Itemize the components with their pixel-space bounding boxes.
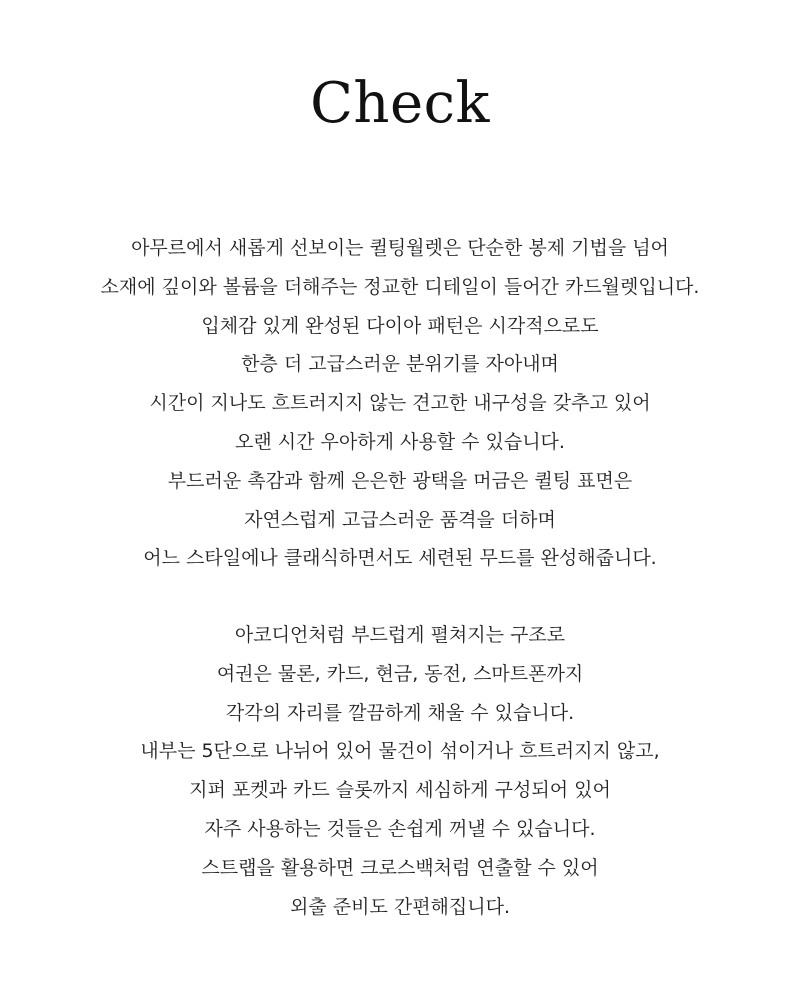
text-line: 자연스럽게 고급스러운 품격을 더하며 xyxy=(244,508,556,531)
text-line: 아무르에서 새롭게 선보이는 퀼팅월렛은 단순한 봉제 기법을 넘어 xyxy=(131,237,669,259)
text-line: 여권은 물론, 카드, 현금, 동전, 스마트폰까지 xyxy=(216,662,584,685)
text-line: 아코디언처럼 부드럽게 펼쳐지는 구조로 xyxy=(234,624,566,646)
page-title: Check xyxy=(310,71,490,136)
text-line: 입체감 있게 완성된 다이아 패턴은 시각적으로도 xyxy=(201,314,599,337)
description-paragraph-2 xyxy=(0,616,800,926)
text-line: 한층 더 고급스러운 분위기를 자아내며 xyxy=(241,353,559,376)
text-line: 스트랩을 활용하면 크로스백처럼 연출할 수 있어 xyxy=(201,856,599,879)
text-line: 외출 준비도 간편해집니다. xyxy=(289,895,510,918)
text-line: 부드러운 촉감과 함께 은은한 광택을 머금은 퀼팅 표면은 xyxy=(167,469,633,492)
description-paragraph-1 xyxy=(0,229,800,578)
text-line: 자주 사용하는 것들은 손쉽게 꺼낼 수 있습니다. xyxy=(204,817,596,840)
text-line: 오랜 시간 우아하게 사용할 수 있습니다. xyxy=(235,430,565,453)
text-line: 시간이 지나도 흐트러지지 않는 견고한 내구성을 갖추고 있어 xyxy=(149,392,651,415)
text-line: 지퍼 포켓과 카드 슬롯까지 세심하게 구성되어 있어 xyxy=(189,779,611,802)
text-line: 내부는 5단으로 나뉘어 있어 물건이 섞이거나 흐트러지지 않고, xyxy=(140,740,660,763)
text-line: 어느 스타일에나 클래식하면서도 세련된 무드를 완성해줍니다. xyxy=(143,547,657,570)
text-line: 소재에 깊이와 볼륨을 더해주는 정교한 디테일이 들어간 카드월렛입니다. xyxy=(100,275,700,298)
text-line: 각각의 자리를 깔끔하게 채울 수 있습니다. xyxy=(225,701,575,724)
